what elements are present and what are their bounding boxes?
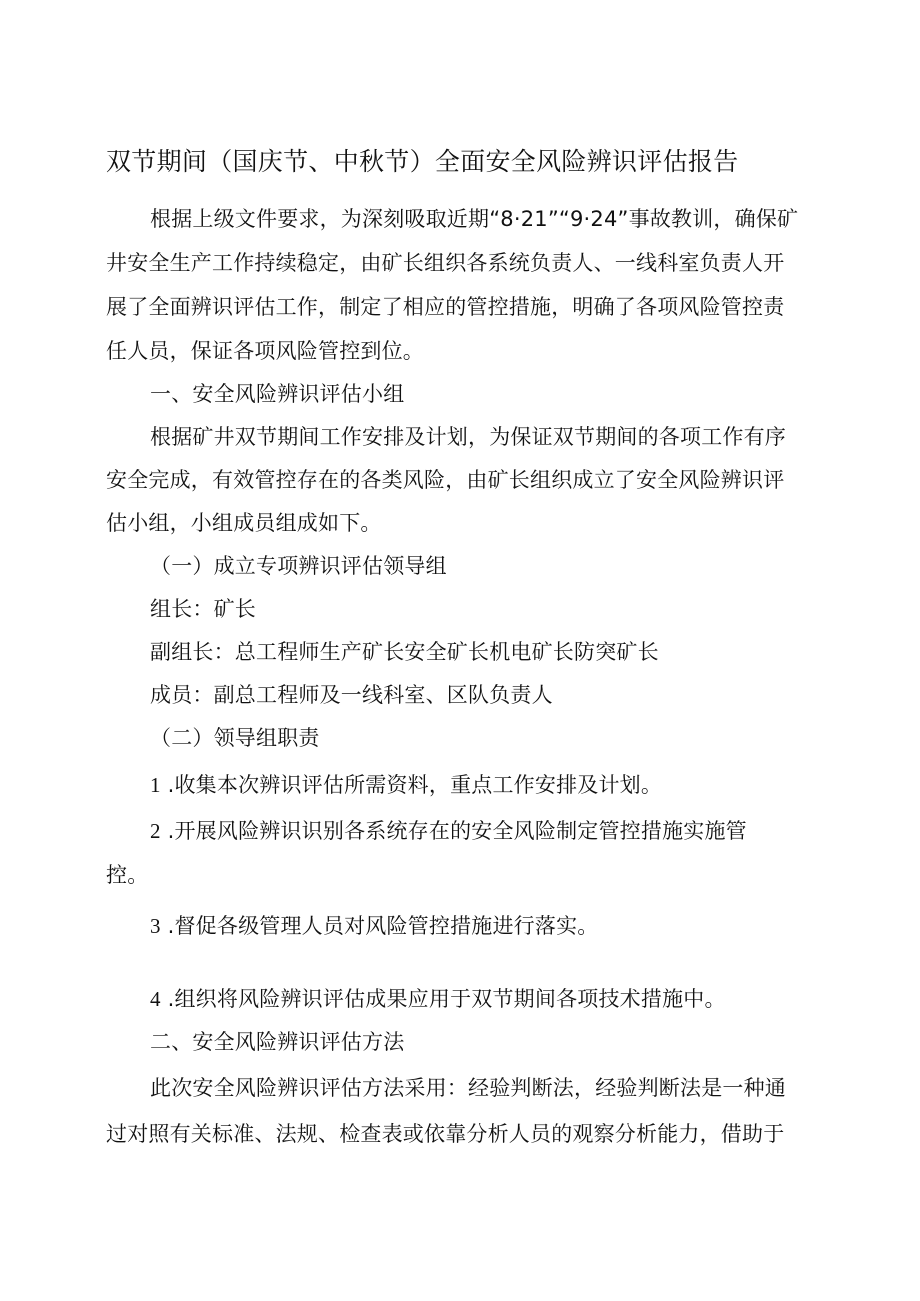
duty-item-number: 2 — [150, 819, 161, 843]
duty-item-text: .组织将风险辨识评估成果应用于双节期间各项技术措施中。 — [167, 987, 726, 1011]
duty-item-3 — [150, 912, 598, 940]
duty-item-1 — [150, 771, 662, 799]
section1-paragraph-line-1: 根据矿井双节期间工作安排及计划，为保证双节期间的各项工作有序 — [150, 425, 786, 449]
duty-item-2 — [150, 817, 747, 845]
duty-item-2-continuation: 控。 — [106, 863, 149, 887]
leader-line: 组长：矿长 — [150, 597, 256, 621]
subsection1-heading: （一）成立专项辨识评估领导组 — [150, 554, 447, 578]
section1-paragraph-line-2: 安全完成，有效管控存在的各类风险，由矿长组织成立了安全风险辨识评 — [106, 468, 785, 492]
duty-item-text: .督促各级管理人员对风险管控措施进行落实。 — [167, 914, 599, 938]
section1-paragraph-line-3: 估小组，小组成员组成如下。 — [106, 511, 382, 535]
duty-item-text: .收集本次辨识评估所需资料，重点工作安排及计划。 — [167, 773, 663, 797]
section1-heading: 一、安全风险辨识评估小组 — [150, 382, 405, 406]
intro-line-2: 井安全生产工作持续稳定，由矿长组织各系统负责人、一线科室负责人开 — [106, 251, 785, 275]
intro-line-4: 任人员，保证各项风险管控到位。 — [106, 339, 424, 363]
duty-item-number: 4 — [150, 987, 161, 1011]
deputy-leader-line: 副组长：总工程师生产矿长安全矿长机电矿长防突矿长 — [150, 640, 659, 664]
duty-item-4 — [150, 985, 726, 1013]
section2-heading: 二、安全风险辨识评估方法 — [150, 1030, 405, 1054]
intro-line-3: 展了全面辨识评估工作，制定了相应的管控措施，明确了各项风险管控责 — [106, 295, 785, 319]
section2-paragraph-line-1: 此次安全风险辨识评估方法采用：经验判断法，经验判断法是一种通 — [150, 1076, 786, 1100]
subsection2-heading: （二）领导组职责 — [150, 726, 320, 750]
members-line: 成员：副总工程师及一线科室、区队负责人 — [150, 683, 553, 707]
duty-item-text: .开展风险辨识识别各系统存在的安全风险制定管控措施实施管 — [167, 819, 747, 843]
duty-item-number: 3 — [150, 914, 161, 938]
document-title: 双节期间（国庆节、中秋节）全面安全风险辨识评估报告 — [106, 147, 739, 176]
duty-item-number: 1 — [150, 773, 161, 797]
section2-paragraph-line-2: 过对照有关标准、法规、检查表或依靠分析人员的观察分析能力，借助于 — [106, 1122, 785, 1146]
intro-line-1: 根据上级文件要求，为深刻吸取近期“8·21”“9·24”事故教训，确保矿 — [150, 207, 799, 231]
